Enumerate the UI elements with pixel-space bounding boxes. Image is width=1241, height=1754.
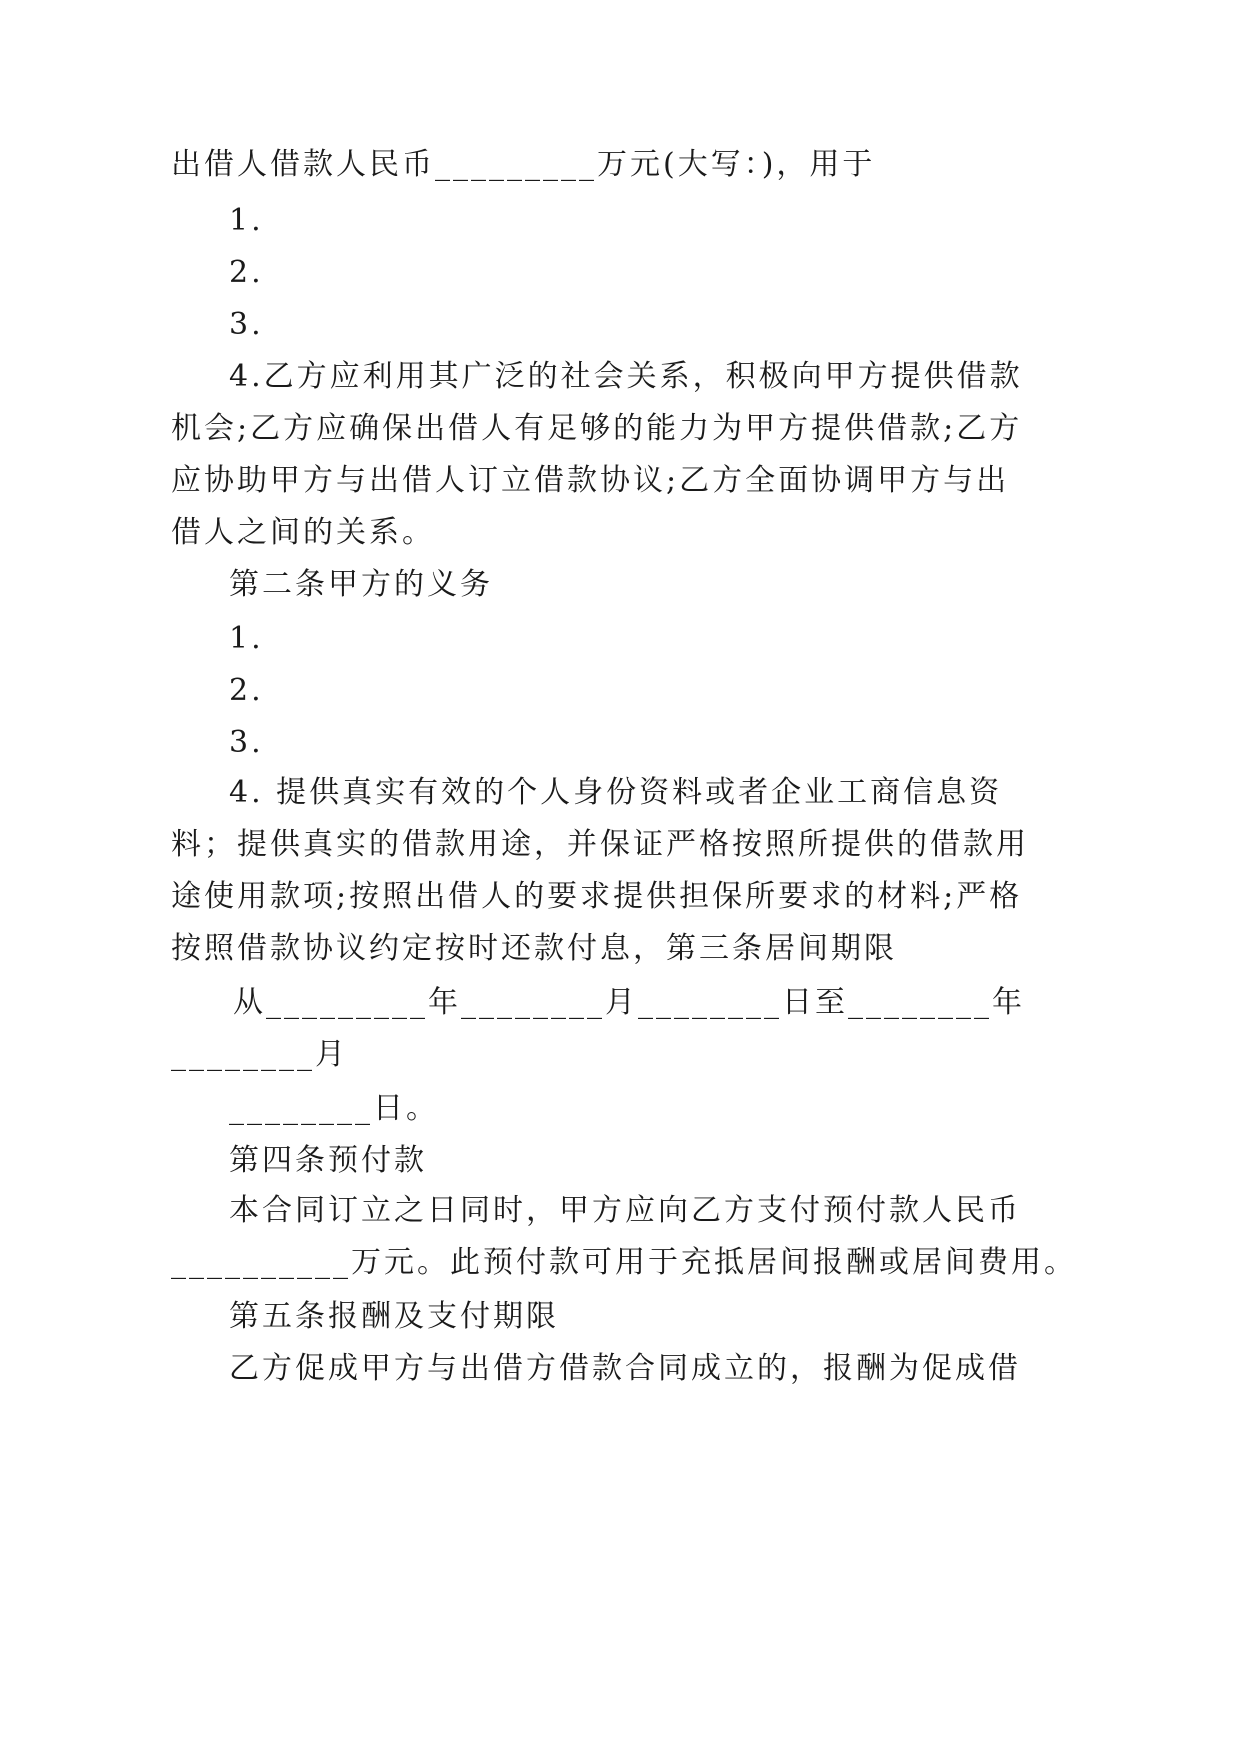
text-line: 从_________年________月________日至________年 [233,985,1025,1020]
section-heading: 第五条报酬及支付期限 [229,1299,559,1334]
text-line: 4. 提供真实有效的个人身份资料或者企业工商信息资 [229,775,1003,810]
text-line: 出借人借款人民币_________万元(大写：)，用于 [171,147,876,182]
text-line: 1. [229,621,264,656]
section-heading: 第二条甲方的义务 [229,567,493,602]
text-line: 3. [229,307,264,342]
text-line: 料；提供真实的借款用途，并保证严格按照所提供的借款用 [171,827,1029,862]
text-line: 2. [229,673,264,708]
text-line: 按照借款协议约定按时还款付息，第三条居间期限 [171,931,897,966]
text-line: 2. [229,255,264,290]
text-line: 3. [229,725,264,760]
text-line: ________月 [171,1037,348,1072]
text-line: ________日。 [229,1091,439,1126]
text-line: 本合同订立之日同时，甲方应向乙方支付预付款人民币 [229,1193,1021,1228]
text-line: 应协助甲方与出借人订立借款协议;乙方全面协调甲方与出 [171,463,1010,498]
section-heading: 第四条预付款 [229,1143,427,1178]
text-line: 借人之间的关系。 [171,515,435,550]
text-line: 乙方促成甲方与出借方借款合同成立的，报酬为促成借 [229,1351,1021,1386]
text-line: 4.乙方应利用其广泛的社会关系，积极向甲方提供借款 [229,359,1023,394]
text-line: 1. [229,203,264,238]
text-line: 途使用款项;按照出借人的要求提供担保所要求的材料;严格 [171,879,1023,914]
text-line: 机会;乙方应确保出借人有足够的能力为甲方提供借款;乙方 [171,411,1023,446]
text-line: __________万元。此预付款可用于充抵居间报酬或居间费用。 [171,1245,1077,1280]
